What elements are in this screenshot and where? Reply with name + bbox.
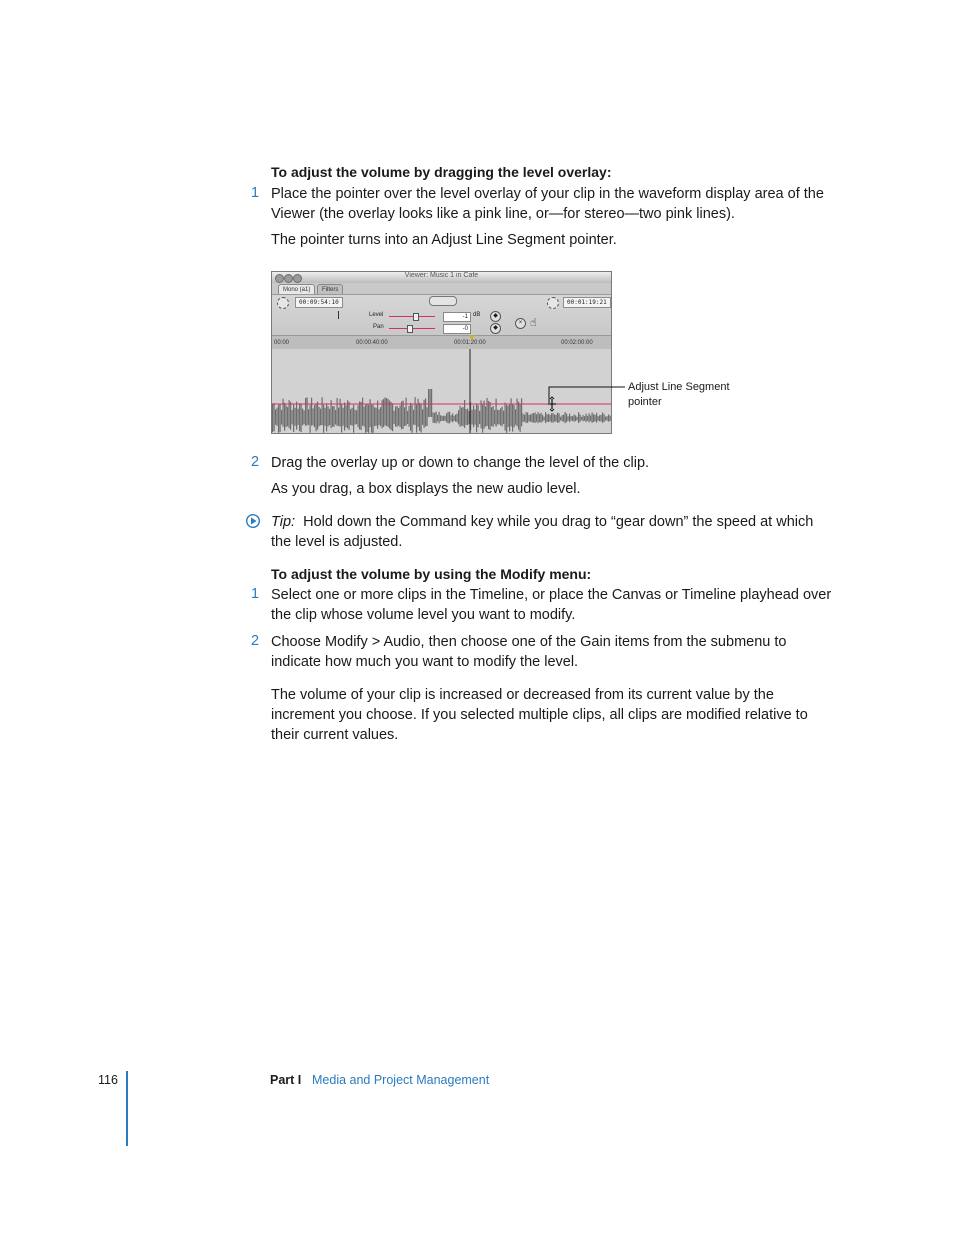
tab-mono: Mono (a1) (278, 284, 315, 295)
step-line: Choose Modify > Audio, then choose one of the Gain items from the submenu to (271, 634, 787, 650)
window-titlebar (272, 272, 611, 283)
callout-line: pointer (628, 396, 662, 408)
step-text: Drag the overlay up or down to change the level of the clip. (271, 455, 650, 471)
result-line: their current values. (271, 727, 399, 743)
footer-section-title: Media and Project Management (312, 1073, 490, 1087)
step-text (271, 184, 824, 224)
result-paragraph (271, 685, 808, 745)
level-unit: dB (473, 312, 481, 318)
result-line: increment you choose. If you selected multiple clips, all clips are modified relative to (271, 707, 808, 723)
ruler-label: 00:00 (274, 340, 290, 346)
tip-line (271, 512, 813, 532)
step-line: Select one or more clips in the Timeline, or place the Canvas or Timeline playhead over (271, 587, 832, 603)
footer-part: Part I (270, 1073, 302, 1087)
duration-timecode: 00:09:54:10 (295, 297, 343, 308)
step-result: The pointer turns into an Adjust Line Segment pointer. (271, 232, 617, 248)
step-line: Viewer (the overlay looks like a pink line, or—for stereo—two pink lines). (271, 206, 735, 222)
pan-slider-thumb (407, 325, 413, 333)
tip-line: the level is adjusted. (271, 534, 403, 550)
step-number: 2 (251, 633, 260, 649)
view-popup-icon (429, 296, 457, 306)
procedure-heading-2: To adjust the volume by using the Modify menu: (271, 566, 592, 582)
page-number: 116 (98, 1073, 118, 1087)
jog-dial-right-icon (547, 297, 559, 309)
keyframe-button-icon: ◆ (490, 311, 501, 322)
tip-arrow-icon (246, 514, 260, 528)
callout-line: Adjust Line Segment (628, 381, 730, 393)
tab-filters: Filters (317, 284, 343, 295)
pan-field: -0 (443, 324, 471, 334)
level-slider (389, 316, 435, 317)
pan-keyframe-icon: ◆ (490, 323, 501, 334)
tip-label: Tip: (271, 514, 296, 530)
step-number: 2 (251, 454, 260, 470)
step-number: 1 (251, 586, 260, 602)
step-line: indicate how much you want to modify the level. (271, 654, 579, 670)
callout-leader-line (548, 385, 626, 405)
reset-button-icon: × (515, 318, 526, 329)
level-slider-thumb (413, 313, 419, 321)
current-timecode: 00:01:19:21 (563, 297, 611, 308)
pan-label: Pan (373, 324, 384, 330)
tip-line-text: Hold down the Command key while you drag to “gear down” the speed at which (303, 514, 814, 530)
step-line: Place the pointer over the level overlay of your clip in the waveform display area of the (271, 186, 824, 202)
playhead-marker-icon: ▼ (468, 333, 476, 342)
step-number: 1 (251, 185, 260, 201)
ruler-label: 00:02:00:00 (561, 340, 593, 346)
jog-dial-icon (277, 297, 289, 309)
ruler-label: 00:01:20:00 (454, 340, 486, 346)
footer-rule (126, 1071, 128, 1146)
marker-line (338, 311, 339, 319)
window-title: Viewer: Music 1 in Cafe (404, 272, 479, 279)
step-text (271, 585, 831, 625)
callout-label (628, 380, 730, 410)
ruler-label: 00:00:40:00 (356, 340, 388, 346)
step-result: As you drag, a box displays the new audio level. (271, 481, 581, 497)
step-text (271, 632, 786, 672)
result-line: The volume of your clip is increased or decreased from its current value by the (271, 687, 774, 703)
viewer-window-screenshot (271, 271, 612, 434)
drag-hand-icon: ☝ (530, 317, 537, 329)
step-line: the clip whose volume level you want to modify. (271, 607, 576, 623)
level-label: Level (369, 312, 384, 318)
procedure-heading-1: To adjust the volume by dragging the level overlay: (271, 164, 612, 180)
level-field: -1 (443, 312, 471, 322)
tip-text (271, 512, 813, 552)
